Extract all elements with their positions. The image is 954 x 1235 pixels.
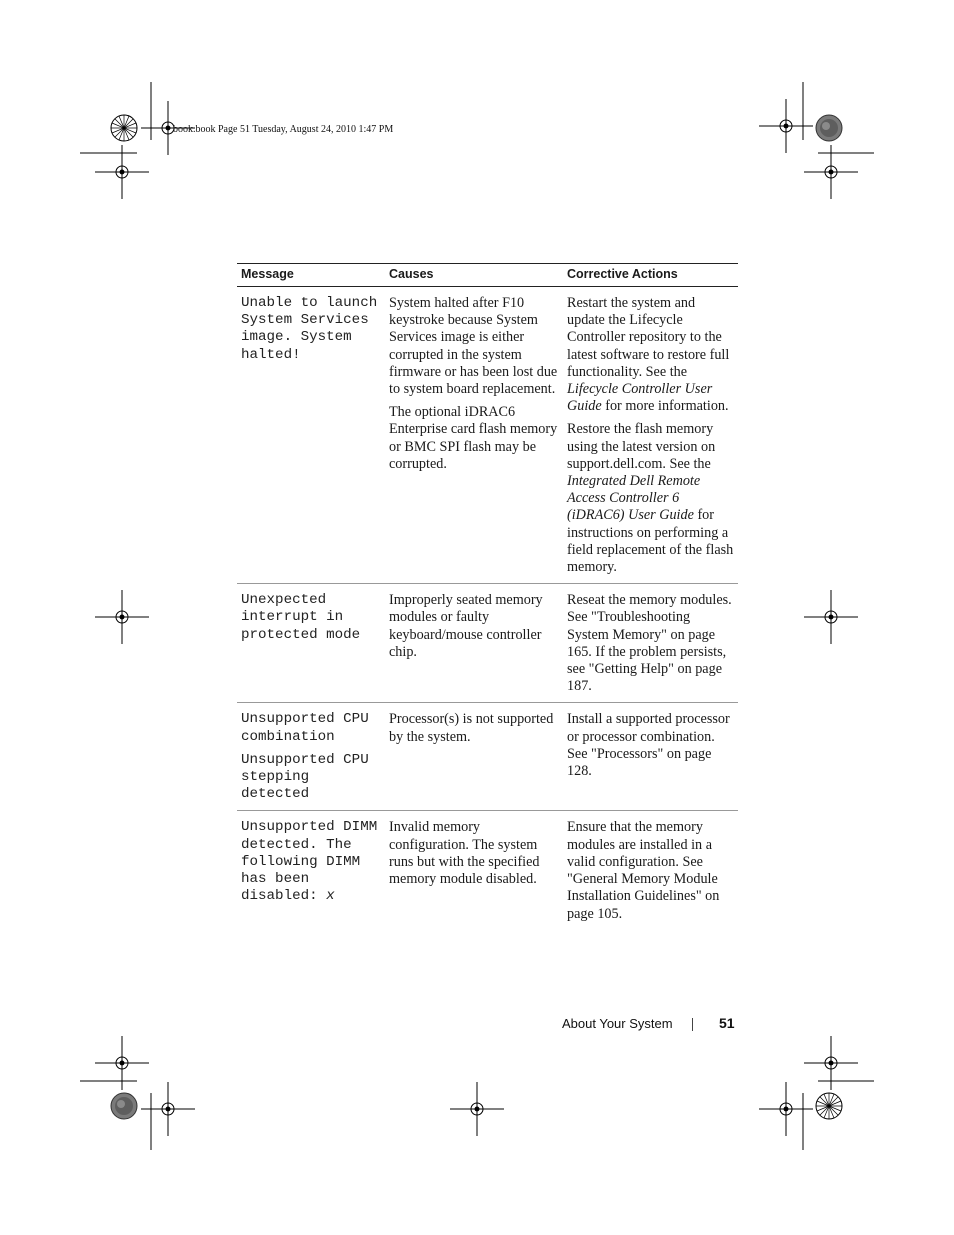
causes-cell: Improperly seated memory modules or faulty keyboard/mouse controller chip. [385, 584, 563, 703]
message-line: Unsupported CPU [241, 751, 369, 768]
variable-placeholder: x [326, 888, 335, 905]
message-line: interrupt in [241, 609, 344, 626]
message-line: Unsupported DIMM [241, 819, 378, 836]
actions-cell: Reseat the memory modules. See "Troubleshooting System Memory" on page 165. If the problem persists, see "Getting Help" on page 187. [563, 584, 738, 703]
column-header-causes: Causes [385, 264, 563, 287]
table-row [237, 287, 738, 584]
message-cell [237, 811, 385, 930]
message-cell [237, 703, 385, 811]
cause-paragraph: System halted after F10 keystroke because System Services image is either corrupted in the system firmware or has been lost due to system board replacement. [389, 295, 558, 398]
footer-divider [692, 1018, 693, 1031]
error-message-table [237, 263, 738, 930]
cause-paragraph: The optional iDRAC6 Enterprise card flash memory or BMC SPI flash may be corrupted. [389, 404, 558, 472]
message-line: System Services [241, 312, 369, 329]
message-cell [237, 287, 385, 584]
page-number: 51 [719, 1015, 735, 1031]
action-paragraph [567, 421, 734, 576]
table-row [237, 811, 738, 930]
table-row [237, 703, 738, 811]
message-line: stepping [241, 769, 310, 786]
action-text: Restore the flash memory using the latest version on support.dell.com. See the [567, 421, 716, 472]
message-line: detected. The [241, 836, 352, 853]
manual-reference: Lifecycle Controller User Guide [567, 381, 713, 415]
actions-cell: Ensure that the memory modules are installed in a valid configuration. See "General Memory Module Installation Guidelines" on page 105. [567, 819, 720, 922]
action-text: for instructions on performing a field replacement of the flash memory. [567, 507, 734, 576]
message-line: combination [241, 728, 335, 745]
message-cell [237, 584, 385, 703]
print-slug: book.book Page 51 Tuesday, August 24, 2010 1:47 PM [173, 124, 394, 135]
message-line: Unexpected [241, 592, 327, 609]
message-line: has been [241, 871, 310, 888]
footer-section-title: About Your System [562, 1016, 673, 1031]
actions-cell: Install a supported processor or processor combination. See "Processors" on page 128. [563, 703, 738, 811]
message-line: Unable to launch [241, 295, 378, 311]
action-paragraph [567, 295, 734, 415]
column-header-message: Message [237, 264, 385, 287]
table-header-row [237, 264, 738, 287]
message-line: image. System [241, 329, 352, 346]
column-header-actions: Corrective Actions [563, 264, 738, 287]
message-line: Unsupported CPU [241, 711, 369, 728]
message-line: halted! [241, 346, 301, 363]
action-text: Restart the system and update the Lifecycle Controller repository to the latest software to restore full functionality. See the [567, 295, 730, 380]
message-text: disabled: [241, 888, 327, 905]
message-line: protected mode [241, 626, 361, 643]
causes-cell: Processor(s) is not supported by the system. [385, 703, 563, 811]
actions-cell [563, 287, 738, 584]
message-line: detected [241, 786, 310, 803]
causes-cell [385, 287, 563, 584]
causes-cell: Invalid memory configuration. The system runs but with the specified memory module disabled. [389, 819, 540, 888]
message-line: following DIMM [241, 853, 361, 870]
table-row [237, 584, 738, 703]
action-text: for more information. [601, 398, 729, 415]
manual-reference: Integrated Dell Remote Access Controller 6 (iDRAC6) User Guide [567, 473, 701, 524]
message-line [241, 888, 381, 905]
